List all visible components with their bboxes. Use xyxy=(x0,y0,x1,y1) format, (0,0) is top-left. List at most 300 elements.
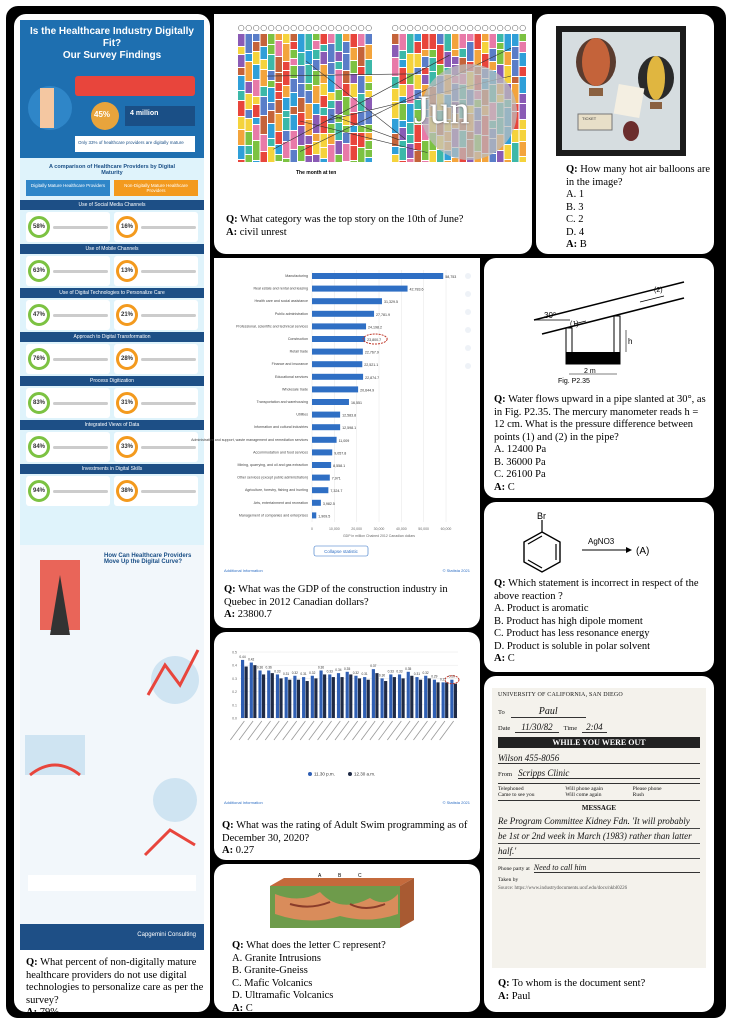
mosaic-cell xyxy=(467,42,474,61)
mosaic-cell xyxy=(246,155,253,162)
mosaic-cell xyxy=(520,142,527,156)
category-label: Management of companies and enterprises xyxy=(238,513,308,518)
percent-badge: 13% xyxy=(116,260,138,282)
question-text: What was the GDP of the construction industry in Quebec in 2012 Canadian dollars? xyxy=(224,584,448,608)
compare-row xyxy=(26,344,198,374)
mosaic-cell xyxy=(343,34,350,41)
day-marker xyxy=(445,25,451,31)
check-will-phone: Will phone again xyxy=(565,786,603,792)
mosaic-cell xyxy=(460,49,467,57)
day-marker xyxy=(430,25,436,31)
value-label: 20,644.9 xyxy=(360,388,375,393)
mosaic-cell xyxy=(298,66,305,83)
value-label: 0.44 xyxy=(239,654,246,659)
h-label: h xyxy=(628,337,633,346)
gdp-bar xyxy=(312,399,349,405)
mosaic-cell xyxy=(283,159,290,162)
toolbar-icon[interactable] xyxy=(465,291,471,297)
day-marker xyxy=(415,25,421,31)
mosaic-cell xyxy=(415,54,422,67)
mosaic-cell xyxy=(291,66,298,78)
mosaic-cell xyxy=(268,55,275,70)
mosaic-cell xyxy=(321,65,328,83)
mosaic-cell xyxy=(366,150,373,157)
compare-col-left xyxy=(26,300,110,330)
phone-label: Phone party at xyxy=(498,866,530,872)
mosaic-cell xyxy=(246,110,253,118)
mosaic-cell xyxy=(283,142,290,158)
mosaic-cell xyxy=(400,85,407,96)
question-text: Water flows upward in a pipe slanted at 30°, as in Fig. P2.35. The mercury manometer reads h = 12 cm. What is the pressure difference between points (1) and (2) in the pipe? xyxy=(494,394,706,443)
geo-block-diagram xyxy=(260,874,420,934)
value-label: 16,551 xyxy=(350,401,362,405)
x-tick-label-placeholder xyxy=(274,721,288,740)
mosaic-cell xyxy=(505,52,512,65)
mosaic-cell xyxy=(283,34,290,43)
mosaic-cell xyxy=(298,98,305,112)
gdp-bar xyxy=(312,349,363,355)
compare-col-right xyxy=(114,300,198,330)
day-marker xyxy=(467,25,473,31)
answer-text: civil unrest xyxy=(239,226,287,238)
mosaic-cell xyxy=(430,151,437,162)
toolbar-icon[interactable] xyxy=(465,345,471,351)
legend-item-1: 11.30 p.m. xyxy=(314,771,335,777)
compare-section-title: Integrated Views of Data xyxy=(20,420,204,430)
rating-bar xyxy=(367,680,370,718)
y-tick-label: 0.0 xyxy=(232,716,237,721)
mosaic-cell xyxy=(268,111,275,123)
question-text: What was the rating of Adult Swim programming as of December 30, 2020? xyxy=(222,820,468,844)
percent-badge: 84% xyxy=(28,436,50,458)
mosaic-cell xyxy=(291,34,298,41)
mosaic-cell xyxy=(343,71,350,83)
mosaic-cell xyxy=(497,151,504,162)
x-tick-label: 60,000 xyxy=(440,527,452,531)
percent-text-placeholder xyxy=(53,446,108,449)
left-head: Digitally Mature Healthcare Providers xyxy=(26,180,110,196)
day-marker xyxy=(512,25,518,31)
mosaic-cell xyxy=(407,104,414,122)
mosaic-cell xyxy=(366,111,373,124)
rating-bar xyxy=(253,665,256,718)
value-label: 22,767.9 xyxy=(364,350,379,355)
option-a: A. Granite Intrusions xyxy=(232,952,321,964)
qa-geo xyxy=(232,940,472,1015)
value-label: 7,971 xyxy=(331,476,341,481)
rating-bar xyxy=(276,674,279,718)
mosaic-cell xyxy=(407,159,414,162)
mosaic-cell xyxy=(445,34,452,51)
value-label: 23,800.7 xyxy=(367,338,382,342)
mosaic-cell xyxy=(358,67,365,75)
to-label: To xyxy=(498,709,505,716)
mosaic-cell xyxy=(366,133,373,140)
from-label: From xyxy=(498,771,513,778)
percent-badge: 94% xyxy=(28,480,50,502)
rating-bar xyxy=(436,682,439,718)
rating-bar xyxy=(285,677,288,718)
stat-33: Only 33% of healthcare providers are digitally mature xyxy=(78,140,184,145)
check-came: Came to see you xyxy=(498,792,535,798)
check-please-phone: Please phone xyxy=(632,786,662,792)
card-gdp xyxy=(191,258,480,628)
q-label: Q: xyxy=(26,957,38,968)
option-a: A. 1 xyxy=(566,189,585,200)
memo-to-row xyxy=(498,706,700,718)
card-geo xyxy=(214,864,480,1012)
percent-badge: 83% xyxy=(28,392,50,414)
mosaic-cell xyxy=(422,57,429,67)
footer-right: © Statista 2021 xyxy=(442,800,470,805)
rating-bar xyxy=(306,681,309,718)
x-tick-label-placeholder xyxy=(335,721,349,740)
mosaic-cell xyxy=(306,65,313,83)
legend-swatch xyxy=(348,772,352,776)
memo-phone-row xyxy=(498,863,700,873)
mosaic-cell xyxy=(261,97,268,115)
value-label: 0.32 xyxy=(309,670,316,675)
card-june xyxy=(214,14,532,254)
x-tick-label: 50,000 xyxy=(418,527,430,531)
mosaic-cell xyxy=(283,111,290,117)
mosaic-cell xyxy=(430,50,437,57)
value-label: 31,329.5 xyxy=(383,300,398,305)
mosaic-cell xyxy=(276,41,283,56)
mosaic-cell xyxy=(253,97,260,104)
rating-bar xyxy=(442,682,445,718)
value-label: 0.31 xyxy=(413,672,421,677)
x-tick-label-placeholder xyxy=(405,721,419,740)
value-label: 22,521.1 xyxy=(364,363,379,368)
stat-4m: 4 million xyxy=(130,110,159,117)
toolbar-icon[interactable] xyxy=(465,309,471,315)
mosaic-cell xyxy=(291,79,298,92)
mosaic-cell xyxy=(415,143,422,150)
legend-item-2: 12.30 a.m. xyxy=(354,771,376,777)
value-label: 0.33 xyxy=(387,669,394,674)
option-c: C. Mafic Volcanics xyxy=(232,977,313,989)
category-label: Accommodation and food services xyxy=(253,450,308,455)
mosaic-cell xyxy=(351,84,358,97)
gdp-bar xyxy=(312,412,340,418)
mosaic-cell xyxy=(246,54,253,61)
mosaic-cell xyxy=(238,68,245,75)
mosaic-cell xyxy=(283,131,290,141)
option-c: C. Product has less resonance energy xyxy=(494,628,650,639)
mosaic-cell xyxy=(343,54,350,70)
value-label: 42,783.6 xyxy=(409,287,424,292)
point2-label: (2) xyxy=(654,287,663,294)
x-tick-label-placeholder xyxy=(248,721,262,740)
y-tick-label: 0.4 xyxy=(232,663,237,668)
x-tick-label-placeholder xyxy=(344,721,358,740)
reagent-label: AgNO3 xyxy=(588,537,615,546)
card-balloons xyxy=(536,14,714,254)
mosaic-cell xyxy=(452,57,459,64)
mosaic-cell xyxy=(407,135,414,143)
day-marker xyxy=(336,25,342,31)
mosaic-cell xyxy=(321,34,328,44)
mosaic-cell xyxy=(238,146,245,159)
rating-bar xyxy=(337,673,340,718)
mosaic-cell xyxy=(452,34,459,49)
mosaic-cell xyxy=(467,34,474,41)
rating-bar xyxy=(419,680,422,718)
time-value: 2:04 xyxy=(582,722,607,733)
date-value: 11/30/82 xyxy=(515,722,558,733)
mosaic-cell xyxy=(238,47,245,54)
category-label: Administrative and support, waste management and remediation services xyxy=(191,437,308,442)
rating-bar xyxy=(340,677,343,718)
mosaic-cell xyxy=(512,77,519,83)
message-text: Re Program Committee Kidney Fdn. 'It will probably be 1st or 2nd week in March (1983) rather than latter half.' xyxy=(498,814,700,859)
x-tick-label: 10,000 xyxy=(328,527,340,531)
rating-bar xyxy=(407,672,410,718)
mosaic-cell xyxy=(392,77,399,88)
mosaic-cell xyxy=(246,34,253,53)
mosaic-cell xyxy=(512,143,519,162)
rating-bar xyxy=(402,678,405,718)
mosaic-cell xyxy=(366,45,373,59)
question-text: What category was the top story on the 10th of June? xyxy=(240,214,464,225)
value-label: 0.35 xyxy=(344,666,351,671)
value-label: 12,583.8 xyxy=(342,413,357,418)
x-tick-label-placeholder xyxy=(352,721,366,740)
answer-text: C xyxy=(507,653,515,664)
mosaic-cell xyxy=(336,155,343,162)
from-name: Wilson 455-8056 xyxy=(498,753,700,764)
mosaic-cell xyxy=(246,119,253,131)
answer-text: C xyxy=(507,481,515,493)
x-tick-label: 20,000 xyxy=(351,527,363,531)
mosaic-cell xyxy=(253,65,260,79)
option-b: B. 3 xyxy=(566,201,584,213)
mosaic-cell xyxy=(351,161,358,162)
card-pipe xyxy=(484,258,714,498)
x-tick-label-placeholder xyxy=(309,721,323,740)
mosaic-cell xyxy=(328,63,335,74)
qa-balloons xyxy=(566,164,711,252)
y-tick-label: 0.5 xyxy=(232,650,237,655)
gdp-bar xyxy=(312,449,332,455)
rating-bar xyxy=(349,674,352,718)
mosaic-cell xyxy=(306,120,313,135)
month-overlay: Jun xyxy=(414,87,470,132)
mosaic-cell xyxy=(520,130,527,141)
mosaic-cell xyxy=(276,114,283,131)
x-tick-label: 0 xyxy=(311,527,313,531)
june-caption: The month at ten xyxy=(296,170,337,176)
day-marker xyxy=(268,25,274,31)
geo-label-c: C xyxy=(358,873,362,879)
mosaic-cell xyxy=(400,34,407,50)
mosaic-cell xyxy=(407,123,414,134)
mosaic-cell xyxy=(253,105,260,117)
rating-bar xyxy=(398,674,401,718)
mosaic-cell xyxy=(276,155,283,161)
mosaic-cell xyxy=(283,62,290,70)
mosaic-cell xyxy=(490,62,497,70)
check-telephoned: Telephoned xyxy=(498,786,524,792)
mosaic-cell xyxy=(407,74,414,84)
toolbar-icon[interactable] xyxy=(465,363,471,369)
answer-text: Paul xyxy=(511,990,531,1002)
day-marker xyxy=(328,25,334,31)
mosaic-cell xyxy=(358,133,365,147)
memo-title: WHILE YOU WERE OUT xyxy=(498,737,700,748)
rating-bar xyxy=(381,678,384,718)
mosaic-cell xyxy=(392,147,399,154)
mosaic-cell xyxy=(358,148,365,162)
percent-text-placeholder xyxy=(141,446,196,449)
option-a: A. 12400 Pa xyxy=(494,444,547,455)
mosaic-cell xyxy=(512,130,519,142)
qa-gdp xyxy=(224,584,474,622)
value-label: 9,057.8 xyxy=(334,451,347,456)
mosaic-cell xyxy=(291,115,298,130)
mosaic-cell xyxy=(400,161,407,162)
day-marker xyxy=(452,25,458,31)
mosaic-cell xyxy=(482,42,489,53)
time-label: Time xyxy=(563,725,578,732)
mosaic-cell xyxy=(366,91,373,97)
question-text: To whom is the document sent? xyxy=(512,978,646,989)
compare-row xyxy=(26,300,198,330)
footer-left[interactable]: Additional Information xyxy=(224,568,263,573)
compare-row xyxy=(26,212,198,242)
mosaic-cell xyxy=(313,115,320,133)
card-adult xyxy=(214,632,480,860)
rating-bar xyxy=(372,669,375,718)
option-b: B. 36000 Pa xyxy=(494,456,546,468)
day-marker xyxy=(505,25,511,31)
mosaic-cell xyxy=(497,34,504,42)
value-label: 0.36 xyxy=(256,665,264,670)
mosaic-cell xyxy=(351,34,358,47)
day-marker xyxy=(482,25,488,31)
compare-heads xyxy=(26,180,198,196)
mosaic-cell xyxy=(400,51,407,59)
mosaic-cell xyxy=(321,148,328,158)
mosaic-cell xyxy=(407,34,414,53)
rating-bar xyxy=(323,674,326,718)
mosaic-cell xyxy=(276,92,283,99)
mosaic-cell xyxy=(445,52,452,67)
option-b: B. Granite-Gneiss xyxy=(232,965,308,976)
gdp-bar xyxy=(312,361,362,367)
value-label: 0.33 xyxy=(396,669,403,674)
mosaic-cell xyxy=(415,34,422,41)
percent-text-placeholder xyxy=(53,226,108,229)
card-memo xyxy=(484,676,714,1012)
rating-bar xyxy=(314,678,317,718)
mosaic-cell xyxy=(497,43,504,49)
toolbar-icon[interactable] xyxy=(465,273,471,279)
mosaic-cell xyxy=(283,71,290,85)
percent-text-placeholder xyxy=(53,402,108,405)
mosaic-cell xyxy=(238,101,245,116)
mosaic-cell xyxy=(336,52,343,61)
toolbar-icon[interactable] xyxy=(465,327,471,333)
mosaic-cell xyxy=(415,42,422,53)
mosaic-cell xyxy=(328,44,335,62)
mosaic-cell xyxy=(321,52,328,64)
rating-bar xyxy=(241,660,244,718)
mosaic-cell xyxy=(261,60,268,69)
a-label: A: xyxy=(494,653,506,664)
mosaic-cell xyxy=(291,131,298,149)
day-marker xyxy=(276,25,282,31)
mosaic-cell xyxy=(253,80,260,96)
mosaic-cell xyxy=(246,94,253,109)
mosaic-cell xyxy=(430,34,437,49)
mosaic-cell xyxy=(328,34,335,43)
rating-bar xyxy=(450,680,453,718)
mosaic-cell xyxy=(422,50,429,56)
mosaic-cell xyxy=(313,104,320,114)
date-label: Date xyxy=(498,725,511,732)
point1-label: (1) xyxy=(570,321,579,328)
mosaic-cell xyxy=(238,117,245,129)
value-label: 58,753 xyxy=(445,275,457,279)
value-label: 0.32 xyxy=(291,670,298,675)
mosaic-cell xyxy=(268,124,275,138)
rating-bar xyxy=(245,667,248,718)
day-marker xyxy=(358,25,364,31)
value-label: 0.31 xyxy=(300,672,307,677)
answer-text: 0.27 xyxy=(235,845,255,856)
percent-badge: 38% xyxy=(116,480,138,502)
category-label: Other services (except public administration) xyxy=(237,475,308,480)
gdp-bar xyxy=(312,462,331,468)
mosaic-cell xyxy=(430,58,437,71)
mosaic-cell xyxy=(482,34,489,41)
percent-text-placeholder xyxy=(141,314,196,317)
footer-left[interactable]: Additional Information xyxy=(224,800,263,805)
value-label: 12,598.1 xyxy=(342,426,357,431)
x-tick-label-placeholder xyxy=(291,721,305,740)
question-text: How many hot air balloons are in the image? xyxy=(566,164,711,188)
pipe-figure xyxy=(514,272,694,382)
rating-bar xyxy=(389,674,392,718)
mosaic-cell xyxy=(276,100,283,113)
message-label: MESSAGE xyxy=(581,804,617,812)
rating-bar xyxy=(262,674,265,718)
value-label: 0.29 xyxy=(448,674,455,679)
mosaic-cell xyxy=(422,141,429,160)
day-marker xyxy=(261,25,267,31)
y-tick-label: 0.2 xyxy=(232,690,237,695)
mosaic-cell xyxy=(328,75,335,92)
june-chart xyxy=(214,14,532,209)
a-label: A: xyxy=(232,1002,244,1014)
x-tick-label-placeholder xyxy=(257,721,271,740)
option-c: C. 2 xyxy=(566,214,584,225)
percent-badge: 28% xyxy=(116,348,138,370)
x-tick-label-placeholder xyxy=(422,721,436,740)
mosaic-cell xyxy=(306,136,313,144)
length-label: 2 m xyxy=(584,368,596,375)
to-value: Paul xyxy=(511,706,586,718)
mosaic-cell xyxy=(253,125,260,140)
gdp-bar xyxy=(312,286,408,292)
q-label: Q: xyxy=(566,164,578,175)
mosaic-cell xyxy=(238,130,245,145)
mosaic-cell xyxy=(520,94,527,103)
mosaic-cell xyxy=(328,145,335,162)
value-label: 0.33 xyxy=(274,669,281,674)
